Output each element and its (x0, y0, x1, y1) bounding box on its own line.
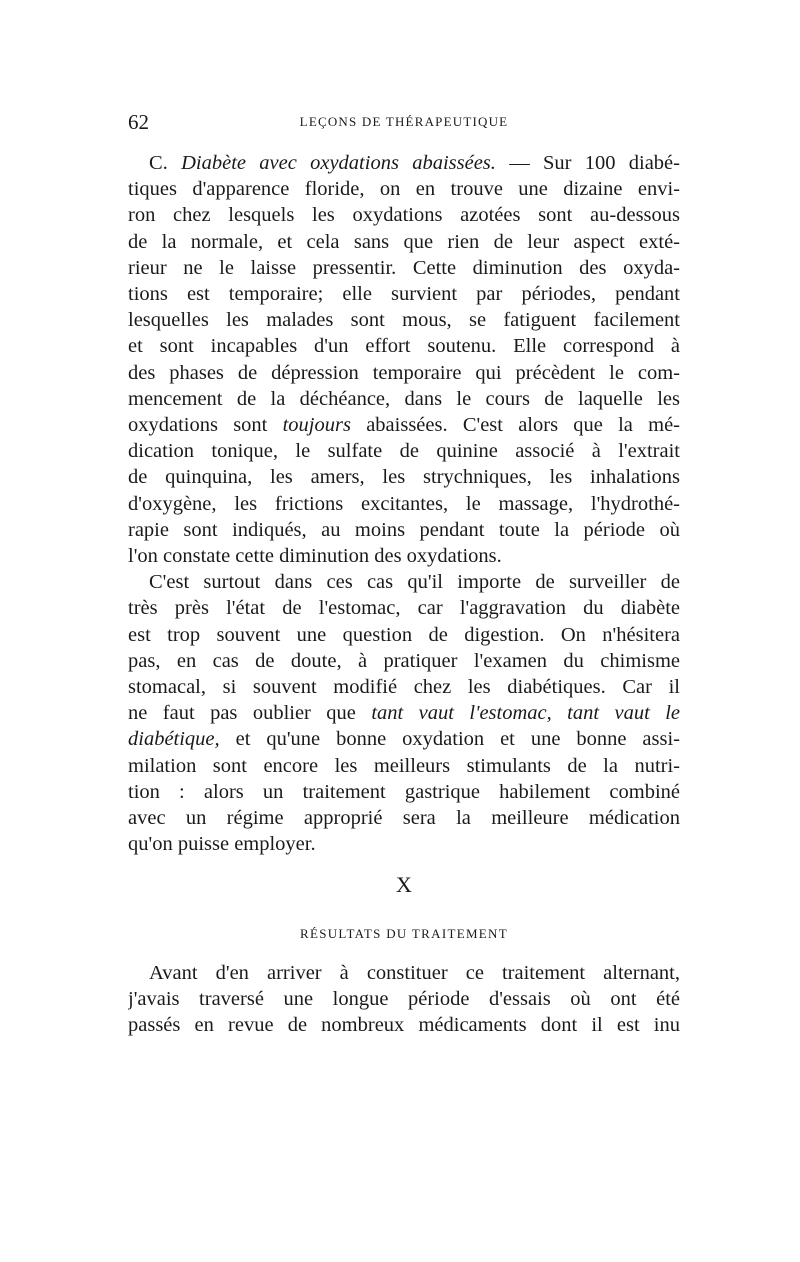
paragraph-surveiller-estomac (128, 569, 680, 857)
text-line (128, 960, 680, 986)
section-number: X (396, 872, 412, 897)
text-run: Avant d'en arriver à constituer ce traitement alternant, (149, 962, 680, 984)
text-line (128, 360, 680, 386)
text-run: abaissées. C'est alors que la mé- (350, 414, 680, 437)
text-run: tions est temporaire; elle survient par périodes, pendant (128, 283, 680, 306)
text-line (128, 176, 680, 202)
text-run: et qu'une bonne oxydation et une bonne assi- (219, 728, 680, 751)
text-run: tiques d'apparence floride, on en trouve une dizaine envi- (128, 178, 680, 201)
text-run: milation sont encore les meilleurs stimulants de la nutri- (128, 754, 680, 777)
text-run: mencement de la déchéance, dans le cours de laquelle les (128, 387, 680, 410)
text-line (128, 805, 680, 831)
text-run: — Sur 100 diabé- (495, 152, 680, 174)
text-run: pas, en cas de doute, à pratiquer l'examen du chimisme (128, 649, 680, 672)
text-line (128, 229, 680, 255)
text-line (128, 569, 680, 595)
text-line (128, 333, 680, 359)
paragraph-diabete-oxydations-abaissees (128, 150, 680, 569)
text-line (128, 517, 680, 543)
text-line (128, 753, 680, 779)
text-run: dication tonique, le sulfate de quinine associé à l'extrait (128, 440, 680, 463)
text-run: stomacal, si souvent modifié chez les diabétiques. Car il (128, 676, 680, 699)
running-title: LEÇONS DE THÉRAPEUTIQUE (299, 114, 509, 129)
italic-text: Diabète avec oxydations abaissées. (181, 152, 496, 174)
text-line (128, 595, 680, 621)
text-run: d'oxygène, les frictions excitantes, le massage, l'hydrothé- (128, 492, 680, 515)
text-run: et sont incapables d'un effort soutenu. Elle correspond à (128, 335, 680, 358)
text-line (128, 464, 680, 490)
body-text-block (128, 150, 680, 857)
text-run: passés en revue de nombreux médicaments dont il est inu (128, 1014, 680, 1037)
text-run: ne faut pas oublier que (128, 702, 372, 725)
text-line (128, 648, 680, 674)
text-line (128, 726, 680, 752)
text-run: des phases de dépression temporaire qui précèdent le com- (128, 361, 680, 384)
italic-text: tant vaut l'estomac, tant vaut le (371, 702, 680, 725)
text-run: de la normale, et cela sans que rien de leur aspect exté- (128, 230, 680, 253)
text-run: oxydations sont (128, 414, 283, 437)
text-line (128, 412, 680, 438)
text-run: ron chez lesquels les oxydations azotées sont au-dessous (128, 204, 680, 227)
running-head (128, 110, 680, 140)
text-line (128, 700, 680, 726)
text-line (128, 150, 680, 176)
text-line (128, 779, 680, 805)
page-number: 62 (128, 110, 149, 134)
text-line (128, 202, 680, 228)
paragraph-resultats-traitement (128, 960, 680, 1039)
text-line (128, 491, 680, 517)
text-run: l'on constate cette diminution des oxydations. (128, 545, 502, 568)
text-run: de quinquina, les amers, les strychniques, les inhalations (128, 466, 680, 489)
body-text-block-2 (128, 960, 680, 1039)
text-run: j'avais traversé une longue période d'essais où ont été (128, 988, 680, 1011)
section-title: RÉSULTATS DU TRAITEMENT (300, 926, 508, 941)
text-line (128, 438, 680, 464)
text-run: très près l'état de l'estomac, car l'aggravation du diabète (128, 597, 680, 620)
text-line (128, 543, 680, 569)
text-run: qu'on puisse employer. (128, 833, 316, 856)
italic-text: toujours (282, 414, 351, 437)
text-line (128, 622, 680, 648)
text-line (128, 386, 680, 412)
text-run: C'est surtout dans ces cas qu'il importe de surveiller de (149, 571, 680, 594)
text-run: lesquelles les malades sont mous, se fatiguent facilement (128, 309, 680, 332)
text-run: rieur ne le laisse pressentir. Cette diminution des oxyda- (128, 256, 680, 279)
text-line (128, 255, 680, 281)
text-line (128, 986, 680, 1012)
text-run: est trop souvent une question de digestion. On n'hésitera (128, 623, 680, 646)
text-run: avec un régime approprié sera la meilleure médication (128, 807, 680, 830)
text-line (128, 281, 680, 307)
text-line (128, 674, 680, 700)
italic-text: diabétique, (128, 728, 220, 751)
text-line (128, 831, 680, 857)
text-run: C. (149, 152, 182, 174)
text-line (128, 307, 680, 333)
text-run: rapie sont indiqués, au moins pendant toute la période où (128, 518, 680, 541)
text-line (128, 1012, 680, 1038)
text-run: tion : alors un traitement gastrique habilement combiné (128, 780, 680, 803)
